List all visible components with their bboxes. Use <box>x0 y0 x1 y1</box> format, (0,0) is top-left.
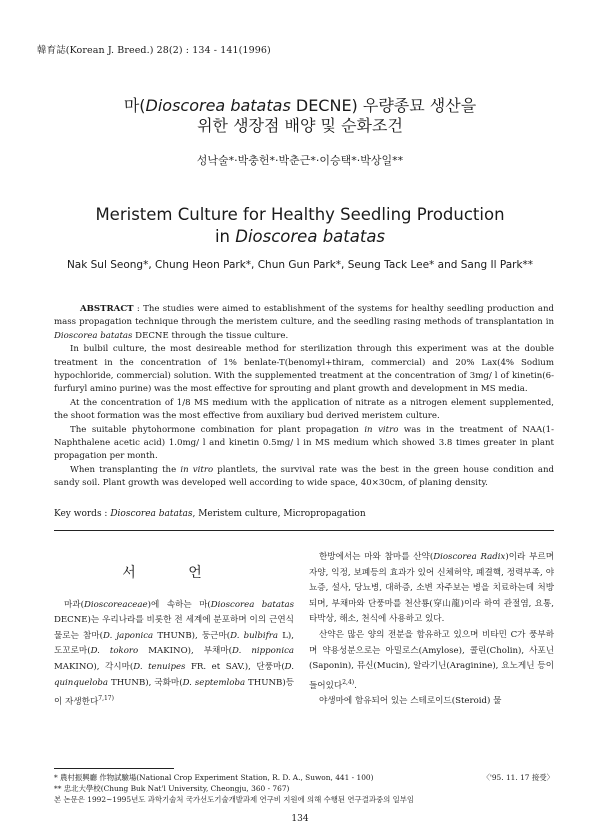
footnote-affiliation-2: ** 忠北大學校(Chung Buk Nat'l University, Cheongju, 360 - 767) <box>54 784 290 793</box>
en-title-pre: in <box>214 227 236 246</box>
intro-text: THUNB), 둥근마( <box>153 630 231 641</box>
left-column <box>54 550 294 711</box>
intro-text: L), 도꼬로마( <box>54 630 294 657</box>
english-title <box>0 204 600 248</box>
intro-text: )에 속하는 마( <box>147 599 211 610</box>
abstract-paragraph: At the concentration of 1/8 MS medium with the application of nitrate as a nitrogen element supplemented, the shoot formation was the most effective from auxiliary bud derived meristem culture. <box>54 397 554 422</box>
english-title-line1: Meristem Culture for Healthy Seedling Production <box>95 205 505 224</box>
abstract-species: Dioscorea batatas <box>54 330 133 341</box>
intro-species: D. nipponica <box>231 646 294 657</box>
intro-species: D. japonica <box>103 630 154 641</box>
abstract-text: When transplanting the <box>70 464 181 475</box>
intro-text: MAKINO), 부채마( <box>138 646 232 657</box>
abstract-paragraph <box>54 424 554 464</box>
keywords-label: Key words : <box>54 509 111 519</box>
abstract-text: DECNE through the tissue culture. <box>132 330 289 341</box>
korean-title <box>0 96 600 136</box>
journal-citation: 韓育誌(Korean J. Breed.) 28(2) : 134 - 141(1996) <box>37 45 271 56</box>
footnote-row <box>54 772 554 783</box>
english-title-line2 <box>0 226 600 248</box>
abstract-text: : The studies were aimed to establishment of the systems for healthy seedling production and mass propagation technique through the meristem culture, and the seedling rasing methods of transplantation in <box>54 304 554 328</box>
korean-title-line1 <box>0 96 600 116</box>
footnotes <box>54 772 554 805</box>
intro-paragraph <box>309 550 554 628</box>
citation-ref: 7,17) <box>98 695 114 703</box>
footnote-funding: 본 논문은 1992~1995년도 과학기술처 국가선도기술개발과제 연구비 지원에 의해 수행된 연구결과중의 일부임 <box>54 795 415 804</box>
right-column <box>309 550 554 710</box>
abstract-paragraph <box>54 303 554 343</box>
intro-text: . <box>354 680 357 691</box>
abstract-label: ABSTRACT <box>80 304 134 314</box>
intro-species: D. tokoro <box>90 646 139 657</box>
intro-text: THUNB), 국화마( <box>108 677 183 688</box>
citation-ref: 2,4) <box>342 678 355 686</box>
intro-text: )이라 부르며 자양, 익정, 보폐등의 효과가 있어 신체허약, 폐결핵, 정력부족, 야뇨증, 설사, 당뇨병, 대하증, 소변 자주보는 병을 치료하는데 처방되며, 부채마와 단풍마를 천산룡(穿山龍)이라 하여 관절염, 요통, 타박상, 해소, 천식에 사용하고 있다. <box>309 552 554 625</box>
abstract-italic: in vitro <box>364 424 399 435</box>
kr-title-species: Dioscorea batatas <box>145 96 291 115</box>
en-title-species: Dioscorea batatas <box>235 227 386 246</box>
intro-species: Dioscorea Radix <box>433 552 506 562</box>
english-authors: Nak Sul Seong*, Chung Heon Park*, Chun Gun Park*, Seung Tack Lee* and Sang Il Park** <box>66 259 534 271</box>
abstract-text: The suitable phytohormone combination for plant propagation <box>70 424 365 435</box>
intro-text: MAKINO), 각시마( <box>54 661 134 672</box>
abstract-italic: in vitro <box>180 464 214 475</box>
intro-text: FR. et SAV.), 단풍마( <box>185 661 285 672</box>
intro-text: THUNB)등이 자생한다 <box>54 677 294 708</box>
intro-species: D. tenuipes <box>133 661 186 672</box>
kr-title-post: DECNE) 우량종묘 생산을 <box>290 96 477 115</box>
abstract-paragraph: In bulbil culture, the most desireable method for sterilization through this experiment was at the double treatment in the concentration of 1% benlate-T(benomyl+thiram, commercial) and 20% Lax(4% Sodium hypochloride, commercial) solution. With the supplemented treatment at the concentration of 3mg/ l of kinetin(6-furfuryl amino purine) was the most effective for sprouting and plant growth and development in MS media. <box>54 344 554 395</box>
intro-species: Dioscorea batatas <box>210 599 294 610</box>
intro-text: 산약은 많은 양의 전분을 함유하고 있으며 비타민 C가 풍부하며 약용성분으로는 아밀로스(Amylose), 콜린(Cholin), 사포닌(Saponin), 뮤신(Mucin), 알라기닌(Araginine), 요노게닌 등이 들어있다 <box>309 629 554 691</box>
intro-species: D. bulbifra <box>230 630 279 641</box>
intro-paragraph: 야생마에 함유되어 있는 스테로이드(Steroid) 물 <box>319 696 502 707</box>
received-date: 〈'95. 11. 17 接受〉 <box>482 773 554 782</box>
abstract-text: was in the treatment of NAA(1-Naphthalene acetic acid) 1.0mg/ l and kinetin 0.5mg/ l in MS medium which showed 3.8 times greater in plant propagation per month. <box>54 424 554 462</box>
intro-species: D. septemloba <box>182 677 246 688</box>
page-number: 134 <box>291 814 309 824</box>
korean-title-line2: 위한 생장점 배양 및 순화조건 <box>197 116 403 135</box>
footnote-rule <box>54 768 174 769</box>
intro-species: D. quinqueloba <box>54 661 294 688</box>
korean-authors: 성낙술*·박충헌*·박춘근*·이승택*·박상일** <box>196 154 404 167</box>
keywords-species: Dioscorea batatas <box>110 509 193 519</box>
intro-paragraph <box>54 598 294 711</box>
section-title: 서 언 <box>122 565 226 581</box>
intro-paragraph <box>309 628 554 694</box>
kr-title-pre: 마( <box>123 96 146 115</box>
intro-text: DECNE)는 우리나라를 비롯한 전 세계에 분포하며 이의 근연식물로는 참마( <box>54 615 294 641</box>
abstract-paragraph <box>54 464 554 491</box>
intro-species: Dioscoreaceae <box>83 599 148 610</box>
keywords-rest: , Meristem culture, Micropropagation <box>192 509 366 519</box>
intro-text: 한방에서는 마와 참마를 산약( <box>319 552 434 562</box>
footnote-affiliation-1: * 農村振興廳 作物試驗場(National Crop Experiment Station, R. D. A., Suwon, 441 - 100) <box>54 773 374 782</box>
keywords <box>54 509 554 519</box>
abstract-text: plantlets, the survival rate was the best in the green house condition and sandy soil. Plant growth was developed well according to wide space, 40×30cm, of planing density. <box>54 464 554 489</box>
intro-text: 마과( <box>64 599 84 610</box>
abstract <box>54 303 554 491</box>
divider <box>54 530 554 531</box>
